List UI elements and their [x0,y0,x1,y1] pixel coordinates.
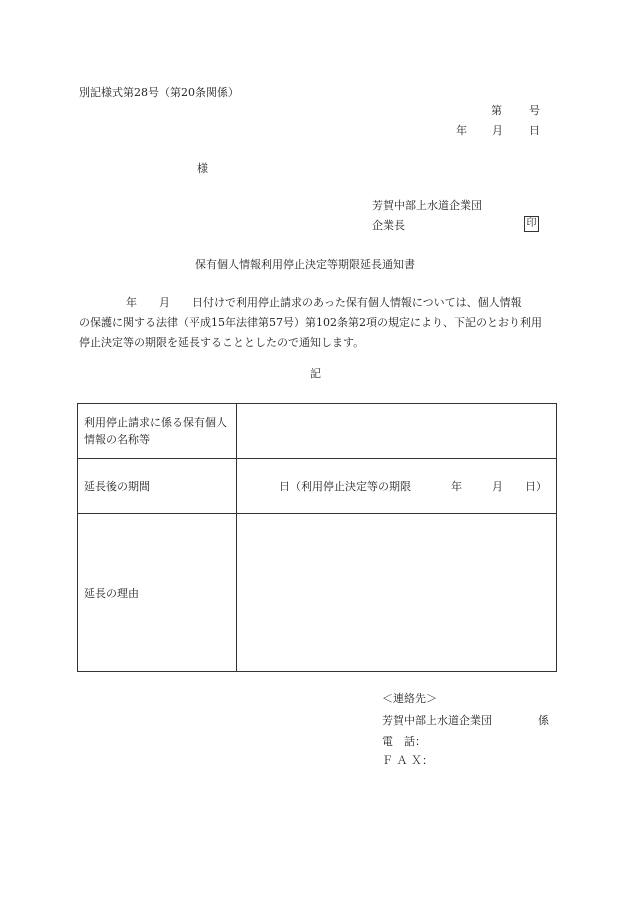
seal-mark: 印 [524,216,539,232]
doc-number-suffix: 号 [529,104,540,117]
date-day-label: 日 [529,124,540,137]
paragraph-line-3: 停止決定等の期限を延長することとしたので通知します。 [79,336,365,349]
extended-period-value[interactable] [237,459,557,514]
table-row [78,404,557,459]
contact-organization: 芳賀中部上水道企業団 [382,714,492,727]
period-day-text: 日（利用停止決定等の期限 [279,480,411,493]
period-end-label: 日） [525,480,547,493]
body-paragraph [79,293,554,353]
paragraph-line-1: 年 月 日付けで利用停止請求のあった保有個人情報については、個人情報 [126,296,522,309]
doc-number-prefix: 第 [491,104,502,117]
table-row [78,514,557,672]
contact-heading: ＜連絡先＞ [382,692,437,705]
contact-telephone: 電 話： [382,735,426,748]
document-title: 保有個人情報利用停止決定等期限延長通知書 [195,258,415,271]
sender-organization: 芳賀中部上水道企業団 [372,199,482,212]
contact-fax: Ｆ Ａ Ｘ： [382,754,433,767]
date-year-label: 年 [456,124,467,137]
info-table [77,403,557,672]
paragraph-line-2: の保護に関する法律（平成15年法律第57号）第102条第2項の規定により、下記のとおり利用 [79,316,542,329]
extended-period-label: 延長後の期間 [78,459,237,514]
sender-title: 企業長 [372,219,405,232]
ki-heading: 記 [310,367,321,380]
extension-reason-value[interactable] [237,514,557,672]
contact-section: 係 [538,714,549,727]
addressee-suffix: 様 [197,162,208,175]
period-year-label: 年 [451,480,462,493]
info-name-value[interactable] [237,404,557,459]
date-month-label: 月 [492,124,503,137]
info-name-label: 利用停止請求に係る保有個人情報の名称等 [78,404,237,459]
form-number: 別記様式第28号（第20条関係） [79,86,239,99]
period-month-label: 月 [492,480,503,493]
extension-reason-label: 延長の理由 [78,514,237,672]
table-row [78,459,557,514]
